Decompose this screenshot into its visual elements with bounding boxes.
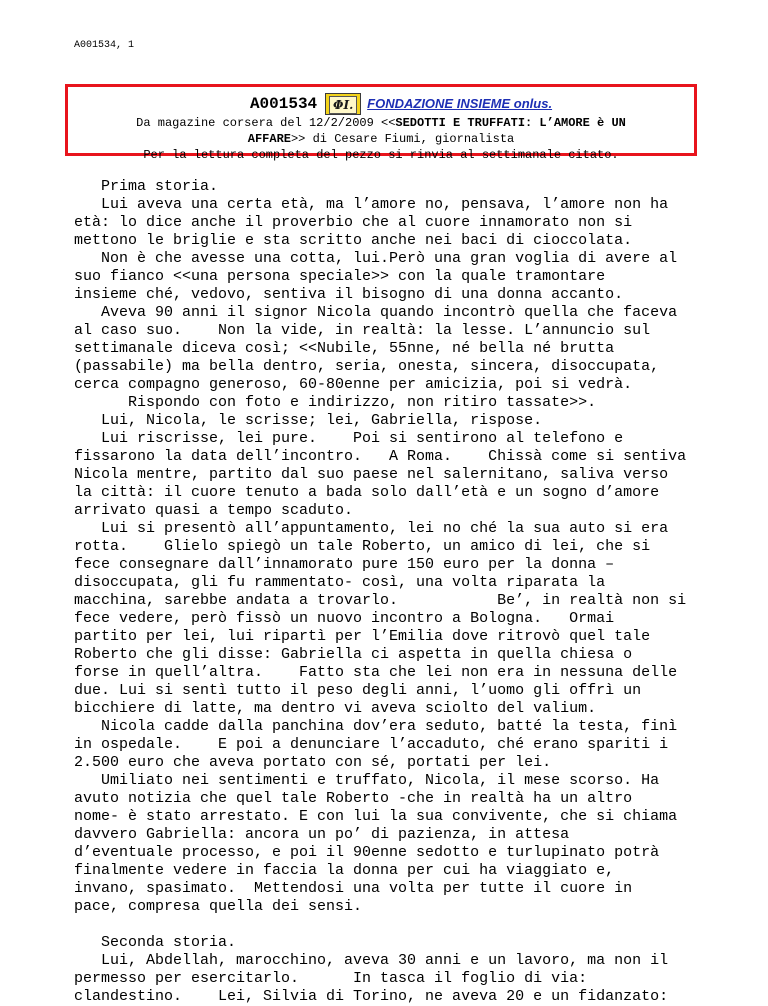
body-line: pace, compresa quella dei sensi. [74, 898, 363, 915]
body-line: fissarono la data dell’incontro. A Roma. Chissà come si sentiva [74, 448, 687, 465]
body-line: fece vedere, però fissò un nuovo incontro a Bologna. Ormai [74, 610, 615, 627]
body-line: età: lo dice anche il proverbio che al cuore innamorato non si [74, 214, 633, 231]
body-line: clandestino. Lei, Silvia di Torino, ne aveva 20 e un fidanzato: [74, 988, 669, 1005]
body-line: Lui si presentò all’appuntamento, lei no ché la sua auto si era [74, 520, 669, 537]
body-line: Non è che avesse una cotta, lui.Però una gran voglia di avere al [74, 250, 678, 267]
source-suffix: >> di Cesare Fiumi, giornalista [290, 132, 515, 146]
body-line: nome- è stato arrestato. E con lui la sua convivente, che si chiama [74, 808, 678, 825]
body-line: Lui, Nicola, le scrisse; lei, Gabriella, rispose. [74, 412, 543, 429]
reading-note: Per la lettura completa del pezzo si rinvia al settimanale citato. [143, 148, 619, 162]
body-line: finalmente vedere in faccia la donna per cui ha viaggiato e, [74, 862, 615, 879]
body-line: partito per lei, lui ripartì per l’Emilia dove ritrovò quel tale [74, 628, 651, 645]
body-line: d’eventuale processo, e poi il 90enne sedotto e turlupinato potrà [74, 844, 660, 861]
body-line: cerca compagno generoso, 60-80enne per amicizia, poi si vedrà. [74, 376, 633, 393]
source-line [68, 115, 694, 131]
body-line: Aveva 90 anni il signor Nicola quando incontrò quella che faceva [74, 304, 678, 321]
body-line: permesso per esercitarlo. In tasca il foglio di via: [74, 970, 588, 987]
body-line: Prima storia. [74, 178, 219, 195]
page-reference: A001534, 1 [74, 40, 135, 51]
body-line: Rispondo con foto e indirizzo, non ritiro tassate>>. [74, 394, 597, 411]
body-line: mettono le briglie e sta scritto anche nei baci di cioccolata. [74, 232, 633, 249]
body-line: al caso suo. Non la vide, in realtà: la lesse. L’annuncio sul [74, 322, 651, 339]
body-line: Lui, Abdellah, marocchino, aveva 30 anni e un lavoro, ma non il [74, 952, 669, 969]
body-line: bicchiere di latte, ma dentro vi aveva sciolto del valium. [74, 700, 597, 717]
body-line: arrivato quasi a tempo scaduto. [74, 502, 354, 519]
body-line: rotta. Glielo spiegò un tale Roberto, un amico di lei, che si [74, 538, 651, 555]
header-title-row [108, 93, 694, 115]
body-line: fece consegnare dall’innamorato pure 150 euro per la donna – [74, 556, 615, 573]
article-body [74, 178, 704, 1006]
body-line: invano, spasimato. Mettendosi una volta per tutte il cuore in [74, 880, 633, 897]
body-line: avuto notizia che quel tale Roberto -che in realtà ha un altro [74, 790, 633, 807]
body-line: Nicola mentre, partito dal suo paese nel salernitano, saliva verso [74, 466, 669, 483]
foundation-link[interactable]: FONDAZIONE INSIEME onlus. [367, 96, 553, 111]
body-line [74, 916, 704, 934]
body-line: Lui riscrisse, lei pure. Poi si sentirono al telefono e [74, 430, 624, 447]
body-line: in ospedale. E poi a denunciare l’accaduto, ché erano spariti i [74, 736, 669, 753]
article-title-part1: SEDOTTI E TRUFFATI: L’AMORE è UN [395, 116, 626, 130]
body-line: suo fianco <<una persona speciale>> con la quale tramontare [74, 268, 606, 285]
foundation-logo-icon: ΦI. [325, 93, 361, 115]
body-line: Roberto che gli disse: Gabriella ci aspetta in quella chiesa o [74, 646, 633, 663]
body-line: settimanale diceva così; <<Nubile, 55nne, né bella né brutta [74, 340, 615, 357]
document-code: A001534 [249, 95, 318, 113]
body-line: macchina, sarebbe andata a trovarlo. Be’, in realtà non si [74, 592, 687, 609]
body-line: la città: il cuore tenuto a bada solo dall’età e un sogno d’amore [74, 484, 660, 501]
body-line: forse in quell’altra. Fatto sta che lei non era in nessuna delle [74, 664, 678, 681]
body-line: due. Lui si sentì tutto il peso degli anni, l’uomo gli offrì un [74, 682, 642, 699]
body-line: Nicola cadde dalla panchina dov’era seduto, batté la testa, finì [74, 718, 678, 735]
header-box [65, 84, 697, 162]
article-title-part2: AFFARE [247, 132, 291, 146]
body-line: disoccupata, gli fu rammentato- così, una volta riparata la [74, 574, 606, 591]
body-line: Umiliato nei sentimenti e truffato, Nicola, il mese scorso. Ha [74, 772, 660, 789]
body-line: 2.500 euro che aveva portato con sé, portati per lei. [74, 754, 552, 771]
body-line: Lui aveva una certa età, ma l’amore no, pensava, l’amore non ha [74, 196, 669, 213]
body-line: (passabile) ma bella dentro, seria, onesta, sincera, disoccupata, [74, 358, 660, 375]
source-prefix: Da magazine corsera del 12/2/2009 << [136, 116, 396, 130]
body-line: Seconda storia. [74, 934, 237, 951]
body-line: insieme ché, vedovo, sentiva il bisogno di una donna accanto. [74, 286, 624, 303]
body-line: davvero Gabriella: ancora un po’ di pazienza, in attesa [74, 826, 570, 843]
source-line-2 [68, 131, 694, 147]
